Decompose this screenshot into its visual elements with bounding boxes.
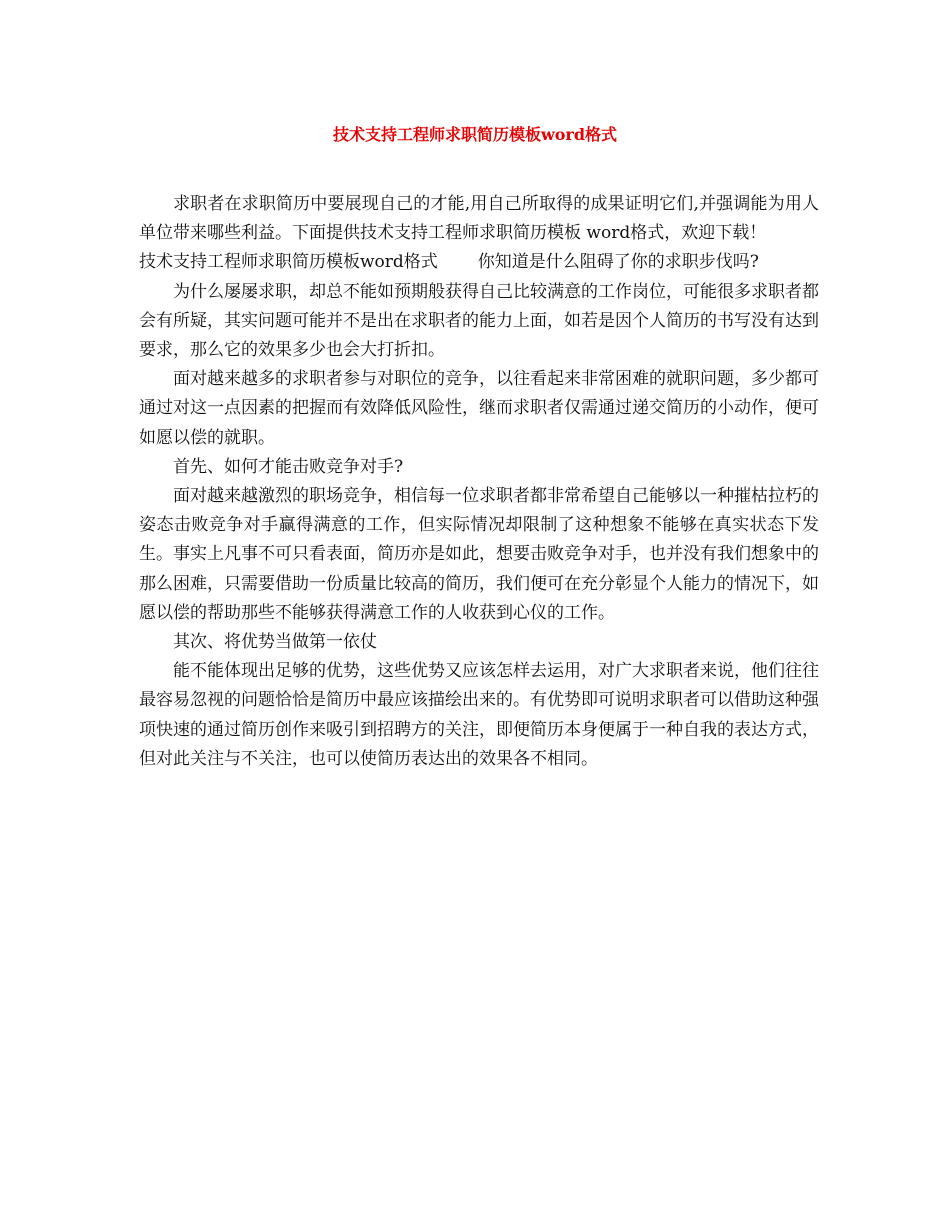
paragraph-3: 面对越来越激烈的职场竞争，相信每一位求职者都非常希望自己能够以一种摧枯拉朽的姿态击败竞争对手赢得满意的工作，但实际情况却限制了这种想象不能够在真实状态下发生。事实上凡事不可只看表面，简历亦是如此，想要击败竞争对手，也并没有我们想象中的那么困难，只需要借助一份质量比较高的简历，我们便可在充分彰显个人能力的情况下，如愿以偿的帮助那些不能够获得满意工作的人收获到心仪的工作。: [139, 486, 819, 623]
section-heading-1: 首先、如何才能击败竞争对手?: [173, 456, 404, 477]
subtitle-line: [139, 248, 819, 277]
subtitle-left: 技术支持工程师求职简历模板word格式: [139, 252, 438, 273]
section-heading-2: 其次、将优势当做第一依仗: [173, 632, 377, 653]
document-body: [139, 190, 819, 774]
paragraph-1: 为什么屡屡求职，却总不能如预期般获得自己比较满意的工作岗位，可能很多求职者都会有所疑，其实问题可能并不是出在求职者的能力上面，如若是因个人简历的书写没有达到要求，那么它的效果多少也会大打折扣。: [139, 281, 819, 361]
intro-paragraph: 求职者在求职简历中要展现自己的才能,用自己所取得的成果证明它们,并强调能为用人单位带来哪些利益。下面提供技术支持工程师求职简历模板 word格式，欢迎下载！: [139, 194, 819, 244]
paragraph-2: 面对越来越多的求职者参与对职位的竞争，以往看起来非常困难的就职问题，多少都可通过对这一点因素的把握而有效降低风险性，继而求职者仅需通过递交简历的小动作，便可如愿以偿的就职。: [139, 369, 819, 448]
document-title: 技术支持工程师求职简历模板word格式: [332, 125, 618, 144]
subtitle-right: 你知道是什么阻碍了你的求职步伐吗?: [477, 252, 759, 273]
paragraph-4: 能不能体现出足够的优势，这些优势又应该怎样去运用，对广大求职者来说，他们往往最容易忽视的问题恰恰是简历中最应该描绘出来的。有优势即可说明求职者可以借助这种强项快速的通过简历创作来吸引到招聘方的关注，即便简历本身便属于一种自我的表达方式，但对此关注与不关注，也可以使简历表达出的效果各不相同。: [139, 661, 819, 769]
